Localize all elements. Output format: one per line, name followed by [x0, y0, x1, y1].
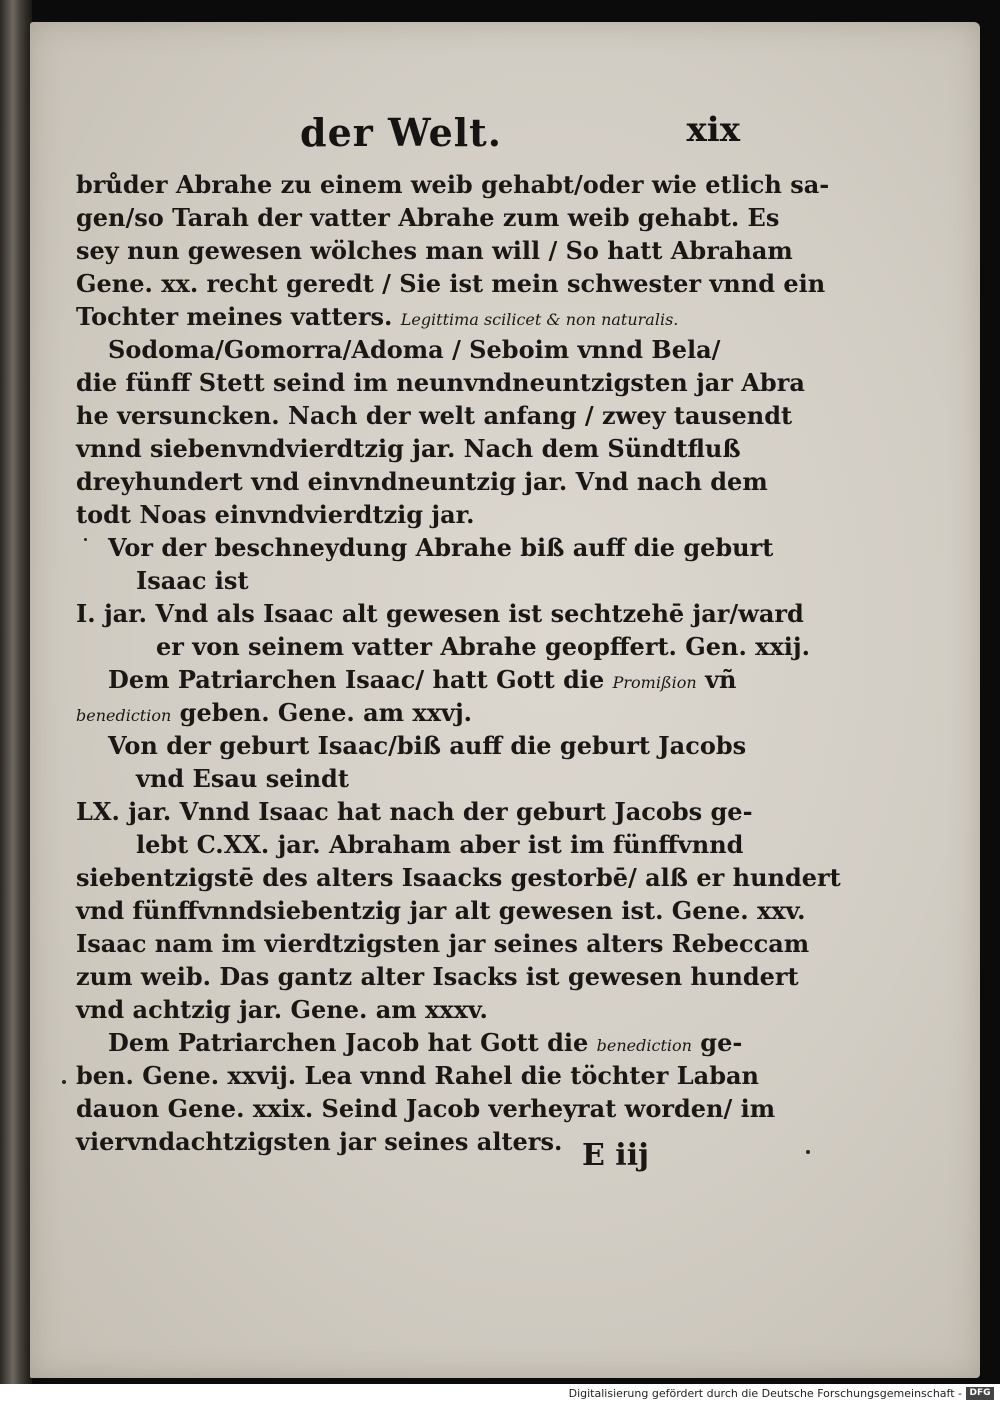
- text-line: Isaac nam im vierdtzigsten jar seines alters Rebeccam: [76, 929, 810, 958]
- benediction-word: benediction: [76, 706, 172, 725]
- text-line: [76, 663, 736, 696]
- text-line: Von der geburt Isaac/biß auff die geburt Jacobs: [108, 731, 747, 760]
- text-line: siebentzigstē des alters Isaacks gestorbē/ alß er hundert: [76, 863, 841, 892]
- text-line: er von seinem vatter Abrahe geopffert. Gen. xxij.: [156, 632, 810, 661]
- text-line: todt Noas einvndvierdtzig jar.: [76, 500, 475, 529]
- text-line: [76, 696, 736, 729]
- ink-spot: [62, 1080, 66, 1084]
- promission-word: Promißion: [612, 673, 697, 692]
- text-line: [76, 1026, 743, 1059]
- text-line: sey nun gewesen wölches man will / So hatt Abraham: [76, 236, 793, 265]
- text-line: dreyhundert vnd einvndneuntzig jar. Vnd nach dem: [76, 467, 768, 496]
- text-line: dauon Gene. xxix. Seind Jacob verheyrat worden/ im: [76, 1094, 776, 1123]
- text-line: Sodoma/Gomorra/Adoma / Seboim vnnd Bela/: [108, 335, 721, 364]
- benediction-word: benediction: [596, 1036, 692, 1055]
- text-line: ben. Gene. xxvij. Lea vnnd Rahel die töchter Laban: [76, 1061, 759, 1090]
- text-line: zum weib. Das gantz alter Isacks ist gewesen hundert: [76, 962, 799, 991]
- text-line: Gene. xx. recht geredt / Sie ist mein schwester vnnd ein: [76, 269, 826, 298]
- text-line: he versuncken. Nach der welt anfang / zwey tausendt: [76, 401, 793, 430]
- text-line: brůder Abrahe zu einem weib gehabt/oder wie etlich sa-: [76, 170, 830, 199]
- funding-credit: Digitalisierung gefördert durch die Deutsche Forschungsgemeinschaft -: [568, 1387, 962, 1400]
- folio-number: xix: [686, 110, 740, 150]
- text-line: I. jar. Vnd als Isaac alt gewesen ist sechtzehē jar/ward: [76, 599, 804, 628]
- text-line: lebt C.XX. jar. Abraham aber ist im fünffvnnd: [136, 830, 744, 859]
- ink-spot: [806, 1150, 810, 1154]
- text-line: LX. jar. Vnnd Isaac hat nach der geburt Jacobs ge-: [76, 797, 753, 826]
- text-line: vnd achtzig jar. Gene. am xxxv.: [76, 995, 488, 1024]
- text-fragment: Tochter meines vatters.: [76, 302, 393, 331]
- header-title: der Welt.: [300, 110, 502, 155]
- ink-spot: [84, 538, 87, 541]
- book-spine-edge: [0, 0, 32, 1384]
- text-fragment: vñ: [705, 665, 737, 694]
- digitization-footer: [0, 1384, 1000, 1404]
- text-line: Vor der beschneydung Abrahe biß auff die geburt: [108, 533, 774, 562]
- text-line: gen/so Tarah der vatter Abrahe zum weib gehabt. Es: [76, 203, 780, 232]
- signature-mark: E iij: [582, 1138, 649, 1173]
- latin-note: Legittima scilicet & non naturalis.: [400, 310, 679, 329]
- dfg-logo: DFG: [966, 1387, 994, 1400]
- text-fragment: Dem Patriarchen Jacob hat Gott die: [108, 1028, 589, 1057]
- text-fragment: ge-: [700, 1028, 743, 1057]
- text-line: vnnd siebenvndvierdtzig jar. Nach dem Sündtfluß: [76, 434, 741, 463]
- text-fragment: geben. Gene. am xxvj.: [179, 698, 473, 727]
- text-line: viervndachtzigsten jar seines alters.: [76, 1127, 563, 1156]
- text-line: vnd fünffvnndsiebentzig jar alt gewesen ist. Gene. xxv.: [76, 896, 806, 925]
- text-line: [76, 300, 736, 333]
- text-line: vnd Esau seindt: [136, 764, 349, 793]
- running-header: [300, 110, 740, 160]
- text-fragment: Dem Patriarchen Isaac/ hatt Gott die: [108, 665, 605, 694]
- text-line: Isaac ist: [136, 566, 249, 595]
- body-text: [76, 168, 841, 1158]
- text-line: die fünff Stett seind im neunvndneuntzigsten jar Abra: [76, 368, 805, 397]
